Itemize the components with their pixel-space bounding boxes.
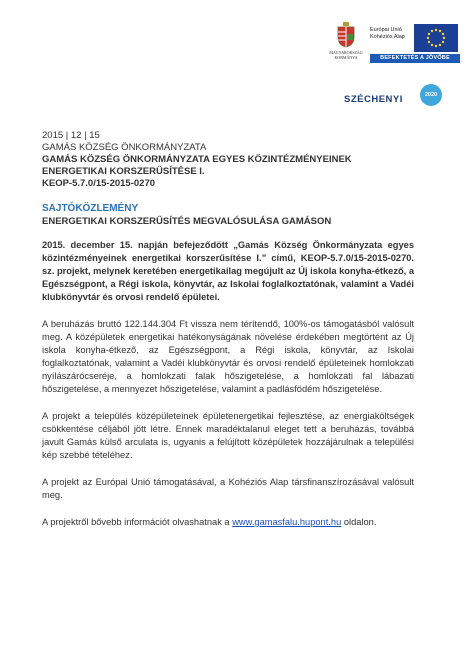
title-line-1: GAMÁS KÖZSÉG ÖNKORMÁNYZATA EGYES KÖZINTÉZMÉNYEINEK	[42, 154, 352, 165]
paragraph-3: A projekt a település középületeinek épületenergetikai fejlesztése, az energiaköltségek csökkentése céljából jött létre. Ennek maradéktalanul eleget tett a beruházás, továbbá javult Gamás külső arculata is, ugyanis a felújított középületek hozzájárulnak a települési kép szebbé tételéhez.	[42, 411, 414, 460]
eu-line-1: Európai Unió	[370, 27, 402, 33]
paragraph-2: A beruházás bruttó 122.144.304 Ft vissza nem térítendő, 100%-os támogatásból valósult meg. A középületek energetikai hatékonyságának növelése érdekében megtörtént az Új iskola konyha-étkező, az Egészségpont, a Régi iskola, könyvtár, az Iskolai foglalkoztatónak, valamint a Vadéi klubkönyvtár és orvosi rendelő épületeinek homlokzati nyílászárócseréje, a homlokzati falak hőszigetelése, a homlokzati fal lábazati hőszigetelése, a mennyezet hőszigetelése, valamint a padlásfödém hőszigetelése.	[42, 319, 414, 394]
coat-of-arms-icon	[336, 22, 356, 48]
eu-line-2: Kohéziós Alap	[370, 34, 405, 40]
gov-line-1: MAGYARORSZÁG	[329, 50, 363, 55]
document-title	[42, 154, 414, 190]
government-logo	[328, 22, 364, 60]
paragraph-5-suffix: oldalon.	[341, 517, 377, 527]
project-website-link[interactable]: www.gamasfalu.hupont.hu	[232, 517, 342, 527]
paragraph-5-text: A projektről bővebb információt olvashatnak a	[42, 517, 233, 527]
eu-flag-icon	[414, 24, 458, 52]
press-release-label: SAJTÓKÖZLEMÉNY	[42, 203, 139, 214]
szechenyi-logo	[344, 84, 460, 128]
paragraph-1: 2015. december 15. napján befejeződött „Gamás Község Önkormányzata egyes közintézményeinek energetikai korszerűsítése I.” című, KEOP-5.7.0/15-2015-0270. sz. projekt, melynek keretében energetikailag megújult az Új iskola konyha-étkező, a Egészségpont, a Régi iskola, könyvtár, az Iskolai foglalkoztatónak, valamint a Vadéi klubkönyvtár és orvosi rendelő épületei.	[42, 240, 415, 302]
government-label	[328, 50, 364, 60]
paragraph-4: A projekt az Európai Unió támogatásával, a Kohéziós Alap társfinanszírozásával valósult meg.	[42, 477, 414, 500]
title-line-2: ENERGETIKAI KORSZERŰSÍTÉSE I.	[42, 166, 205, 177]
szechenyi-label: SZÉCHENYI	[344, 94, 403, 105]
invest-banner: BEFEKTETÉS A JÖVŐBE	[370, 54, 460, 63]
press-release-subtitle: ENERGETIKAI KORSZERŰSÍTÉS MEGVALÓSULÁSA GAMÁSON	[42, 216, 332, 227]
header-logos	[320, 14, 460, 134]
document-date: 2015 | 12 | 15	[42, 130, 100, 141]
szechenyi-year-badge: 2020	[420, 84, 442, 106]
gov-line-2: KORMÁNYA	[334, 55, 358, 60]
title-line-3: KEOP-5.7.0/15-2015-0270	[42, 178, 156, 189]
eu-label	[370, 27, 405, 41]
document-body	[42, 130, 414, 529]
paragraph-5	[42, 516, 414, 529]
eu-logo	[370, 24, 460, 52]
document-issuer: GAMÁS KÖZSÉG ÖNKORMÁNYZATA	[42, 142, 207, 153]
